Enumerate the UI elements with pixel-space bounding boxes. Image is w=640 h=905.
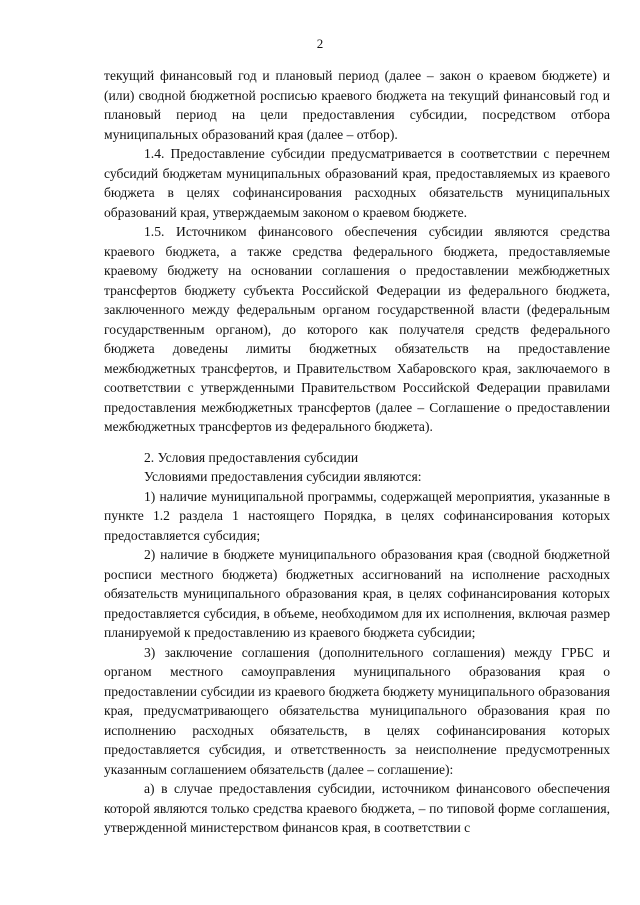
paragraph-1-5: 1.5. Источником финансового обеспечения субсидии являются средства краевого бюджета, а также средства федерального бюджета, предоставляемые краевому бюджету на основании соглашения о предоставлении межбюджетных трансфертов бюджету субъекта Российской Федерации из федерального бюджета, заключенного между федеральным органом государственной власти (федеральным государственным органом), до которого как получателя средств федерального бюджета доведены лимиты бюджетных обязательств на предоставление межбюджетных трансфертов, и Правительством Хабаровского края, заключаемого в соответствии с утвержденными Правительством Российской Федерации правилами предоставления межбюджетных трансфертов (далее – Соглашение о предоставлении межбюджетных трансфертов из федерального бюджета). [104,224,610,434]
document-body [104,66,610,838]
list-item-1: 1) наличие муниципальной программы, содержащей мероприятия, указанные в пункте 1.2 раздела 1 настоящего Порядка, в целях софинансирования которых предоставляется субсидия; [104,488,610,543]
paragraph-continuation: текущий финансовый год и плановый период (далее – закон о краевом бюджете) и (или) сводной бюджетной росписью краевого бюджета на текущий финансовый год и плановый период на цели предоставления субсидии, посредством отбора муниципальных образований края (далее – отбор). [104,68,610,142]
list-item-3: 3) заключение соглашения (дополнительного соглашения) между ГРБС и органом местного самоуправления муниципального образования края о предоставлении субсидии из краевого бюджета бюджету муниципального образования края, предусматривающего обязательства муниципального образования края по исполнению расходных обязательств, в целях софинансирования которых предоставляется субсидия, и ответственность за неисполнение предусмотренных указанным соглашением обязательств (далее – соглашение): [104,644,610,777]
section-heading-2: 2. Условия предоставления субсидии [144,449,359,465]
page-number: 2 [316,36,324,51]
list-item-2: 2) наличие в бюджете муниципального образования края (сводной бюджетной росписи местного бюджета) бюджетных ассигнований на исполнение расходных обязательств муниципального образования края, в целях софинансирования которых предоставляется субсидия, в объеме, необходимом для их исполнения, включая размер планируемой к предоставлению из краевого бюджета субсидии; [104,547,610,640]
paragraph-conditions-intro: Условиями предоставления субсидии являются: [144,469,422,484]
sub-item-a: а) в случае предоставления субсидии, источником финансового обеспечения которой являются только средства краевого бюджета, – по типовой форме соглашения, утвержденной министерством финансов края, в соответствии с [104,781,610,835]
paragraph-1-4: 1.4. Предоставление субсидии предусматривается в соответствии с перечнем субсидий бюджетам муниципальных образований края, предоставляемых из краевого бюджета в целях софинансирования расходных обязательств муниципальных образований края, утверждаемым законом о краевом бюджете. [104,146,610,220]
